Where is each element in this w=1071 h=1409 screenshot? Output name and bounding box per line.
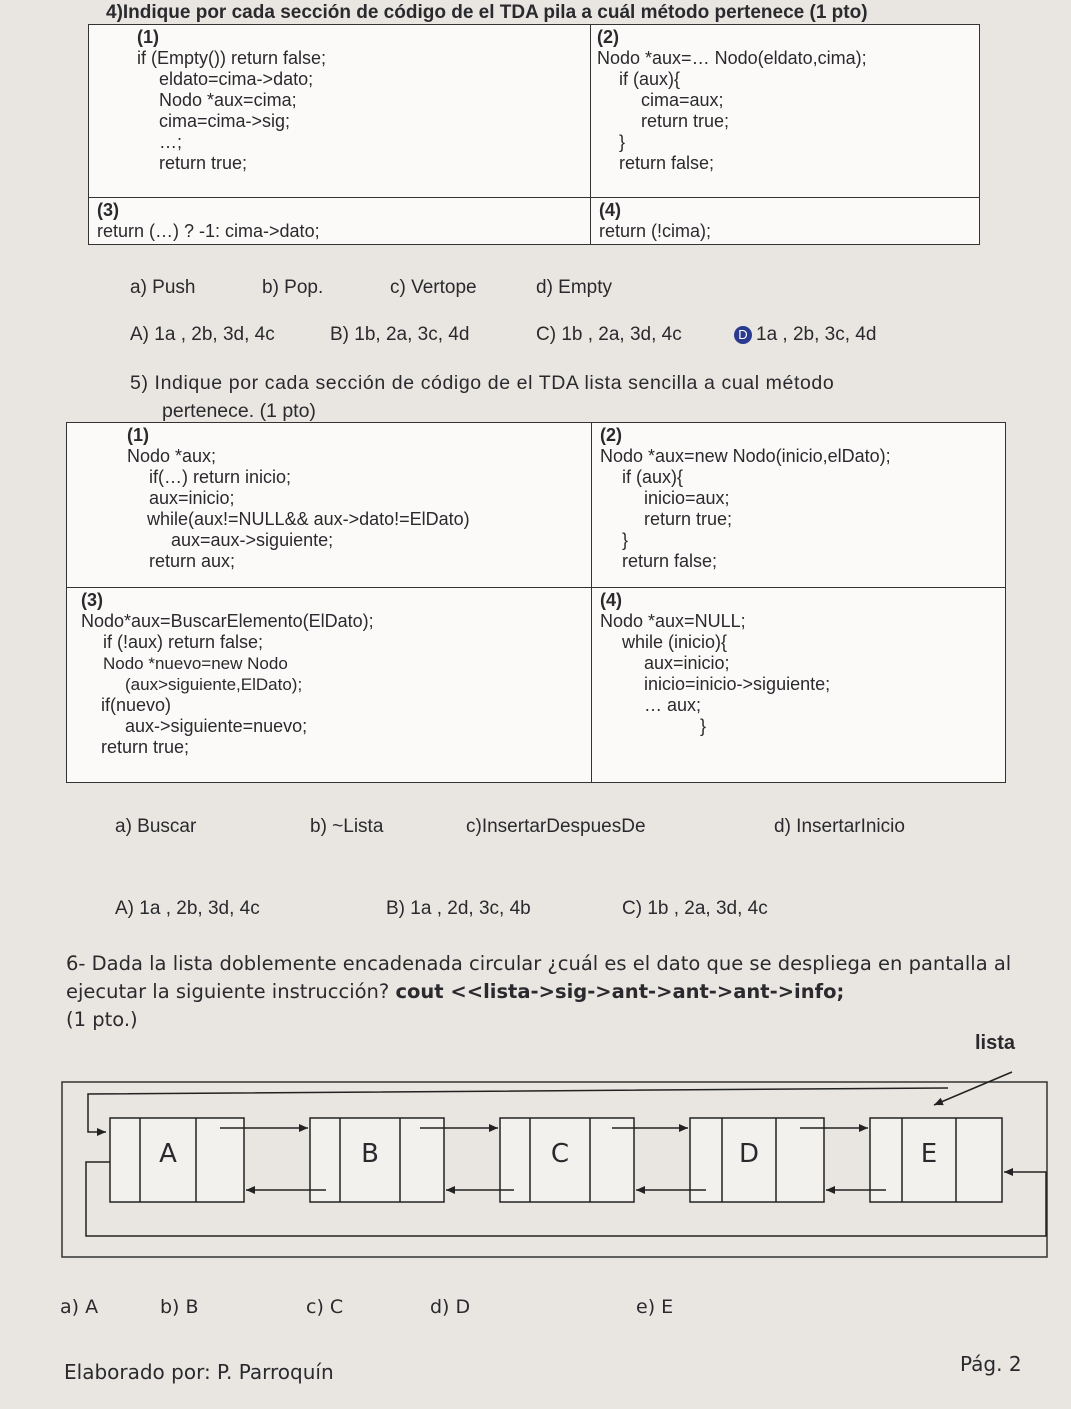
- code-line: }: [700, 716, 707, 736]
- q4-method-d: d) Empty: [536, 277, 613, 298]
- q4-answer-c[interactable]: C) 1b , 2a, 3d, 4c: [536, 324, 682, 345]
- q6-points: (1 pto.): [66, 1008, 138, 1031]
- node-label-a: A: [159, 1139, 177, 1169]
- q6-option-e[interactable]: e) E: [636, 1296, 674, 1318]
- q4-answer-b[interactable]: B) 1b, 2a, 3c, 4d: [330, 324, 470, 345]
- q4-cell-3: [89, 198, 591, 245]
- doubly-linked-list-diagram: [0, 1030, 1071, 1280]
- cell-label: (4): [599, 200, 621, 220]
- q5-title-line1: 5) Indique por cada sección de código de el TDA lista sencilla a cual método: [130, 372, 835, 394]
- q5-cell-1: [67, 423, 592, 588]
- q4-answer-d[interactable]: [734, 324, 876, 346]
- footer-author: Elaborado por: P. Parroquín: [64, 1360, 334, 1384]
- code-line: aux->siguiente=nuevo;: [125, 716, 308, 736]
- node-label-b: B: [361, 1139, 379, 1169]
- cell-label: (2): [600, 425, 622, 445]
- code-line: if (aux){: [622, 467, 684, 487]
- code-line: Nodo *aux=cima;: [159, 90, 297, 110]
- q4-answer-d-text: 1a , 2b, 3c, 4d: [756, 324, 877, 345]
- code-line: cima=aux;: [641, 90, 724, 110]
- cell-label: (2): [597, 27, 619, 47]
- q5-cell-4: [592, 588, 1006, 783]
- code-line: }: [619, 132, 626, 152]
- q6-option-b[interactable]: b) B: [160, 1296, 199, 1318]
- code-line: Nodo *nuevo=new Nodo: [103, 654, 288, 673]
- code-line: return true;: [101, 737, 190, 757]
- code-line: inicio=inicio->siguiente;: [644, 674, 831, 694]
- code-line: return true;: [644, 509, 733, 529]
- q6-code: cout <<lista->sig->ant->ant->ant->info;: [395, 980, 845, 1003]
- q6-option-d[interactable]: d) D: [430, 1296, 471, 1318]
- q5-cell-3: [67, 588, 592, 783]
- circled-answer-mark: D: [734, 326, 752, 344]
- node-label-d: D: [738, 1139, 760, 1169]
- cell-label: (3): [81, 590, 103, 610]
- code-line: aux=inicio;: [644, 653, 730, 673]
- q5-answer-b[interactable]: B) 1a , 2d, 3c, 4b: [386, 898, 531, 919]
- code-line: eldato=cima->dato;: [159, 69, 314, 89]
- code-line: Nodo *aux;: [127, 446, 217, 466]
- list-pointer-label: lista: [975, 1032, 1016, 1054]
- code-line: (aux>siguiente,ElDato);: [125, 675, 303, 694]
- q4-method-c: c) Vertope: [390, 277, 477, 298]
- q6-text: 6- Dada la lista doblemente encadenada circular ¿cuál es el dato que se despliega en pantalla al ejecutar la siguiente instrucción?: [66, 952, 1012, 1003]
- code-line: Nodo *aux=NULL;: [600, 611, 746, 631]
- q6-option-c[interactable]: c) C: [306, 1296, 344, 1318]
- code-line: return true;: [159, 153, 248, 173]
- q4-cell-4: [591, 198, 980, 245]
- cell-label: (4): [600, 590, 622, 610]
- q5-title-line2: pertenece. (1 pto): [162, 400, 316, 422]
- code-line: … aux;: [644, 695, 702, 715]
- code-line: if (Empty()) return false;: [137, 48, 327, 68]
- code-line: while(aux!=NULL&& aux->dato!=ElDato): [147, 509, 470, 529]
- cell-label: (1): [127, 425, 149, 445]
- code-line: return (!cima);: [599, 221, 712, 241]
- q5-method-a: a) Buscar: [115, 816, 197, 837]
- code-line: Nodo*aux=BuscarElemento(ElDato);: [81, 611, 374, 631]
- q4-cell-1: [89, 25, 591, 198]
- cell-label: (3): [97, 200, 119, 220]
- code-line: return true;: [641, 111, 730, 131]
- code-line: …;: [159, 132, 183, 152]
- node-label-e: E: [920, 1139, 938, 1169]
- code-line: if(…) return inicio;: [149, 467, 292, 487]
- code-line: if (!aux) return false;: [103, 632, 264, 652]
- code-line: if(nuevo): [101, 695, 172, 715]
- code-line: Nodo *aux=new Nodo(inicio,elDato);: [600, 446, 891, 466]
- code-line: return false;: [622, 551, 718, 571]
- code-line: inicio=aux;: [644, 488, 730, 508]
- code-line: return false;: [619, 153, 715, 173]
- code-line: if (aux){: [619, 69, 681, 89]
- code-line: while (inicio){: [622, 632, 728, 652]
- cell-label: (1): [137, 27, 159, 47]
- q6-question: [66, 950, 1026, 1034]
- node-A: [110, 1118, 244, 1202]
- code-line: return aux;: [149, 551, 236, 571]
- q4-title: 4)Indique por cada sección de código de el TDA pila a cuál método pertenece (1 pto): [106, 2, 868, 23]
- code-line: aux=aux->siguiente;: [171, 530, 334, 550]
- code-line: cima=cima->sig;: [159, 111, 291, 131]
- code-line: aux=inicio;: [149, 488, 235, 508]
- q5-answer-a[interactable]: A) 1a , 2b, 3d, 4c: [115, 898, 260, 919]
- q5-code-table: [66, 422, 1006, 783]
- q4-answer-a[interactable]: A) 1a , 2b, 3d, 4c: [130, 324, 275, 345]
- code-line: Nodo *aux=… Nodo(eldato,cima);: [597, 48, 867, 68]
- q4-method-a: a) Push: [130, 277, 196, 298]
- code-line: }: [622, 530, 629, 550]
- q4-cell-2: [591, 25, 980, 198]
- footer-page-number: Pág. 2: [960, 1352, 1022, 1376]
- q5-cell-2: [592, 423, 1006, 588]
- code-line: return (…) ? -1: cima->dato;: [97, 221, 320, 241]
- q4-code-table: [88, 24, 980, 245]
- q5-method-d: d) InsertarInicio: [774, 816, 905, 837]
- node-label-c: C: [550, 1139, 570, 1169]
- q5-method-c: c)InsertarDespuesDe: [466, 816, 646, 837]
- q5-answer-c[interactable]: C) 1b , 2a, 3d, 4c: [622, 898, 768, 919]
- q5-method-b: b) ~Lista: [310, 816, 384, 837]
- q4-method-b: b) Pop.: [262, 277, 324, 298]
- q6-option-a[interactable]: a) A: [60, 1296, 99, 1318]
